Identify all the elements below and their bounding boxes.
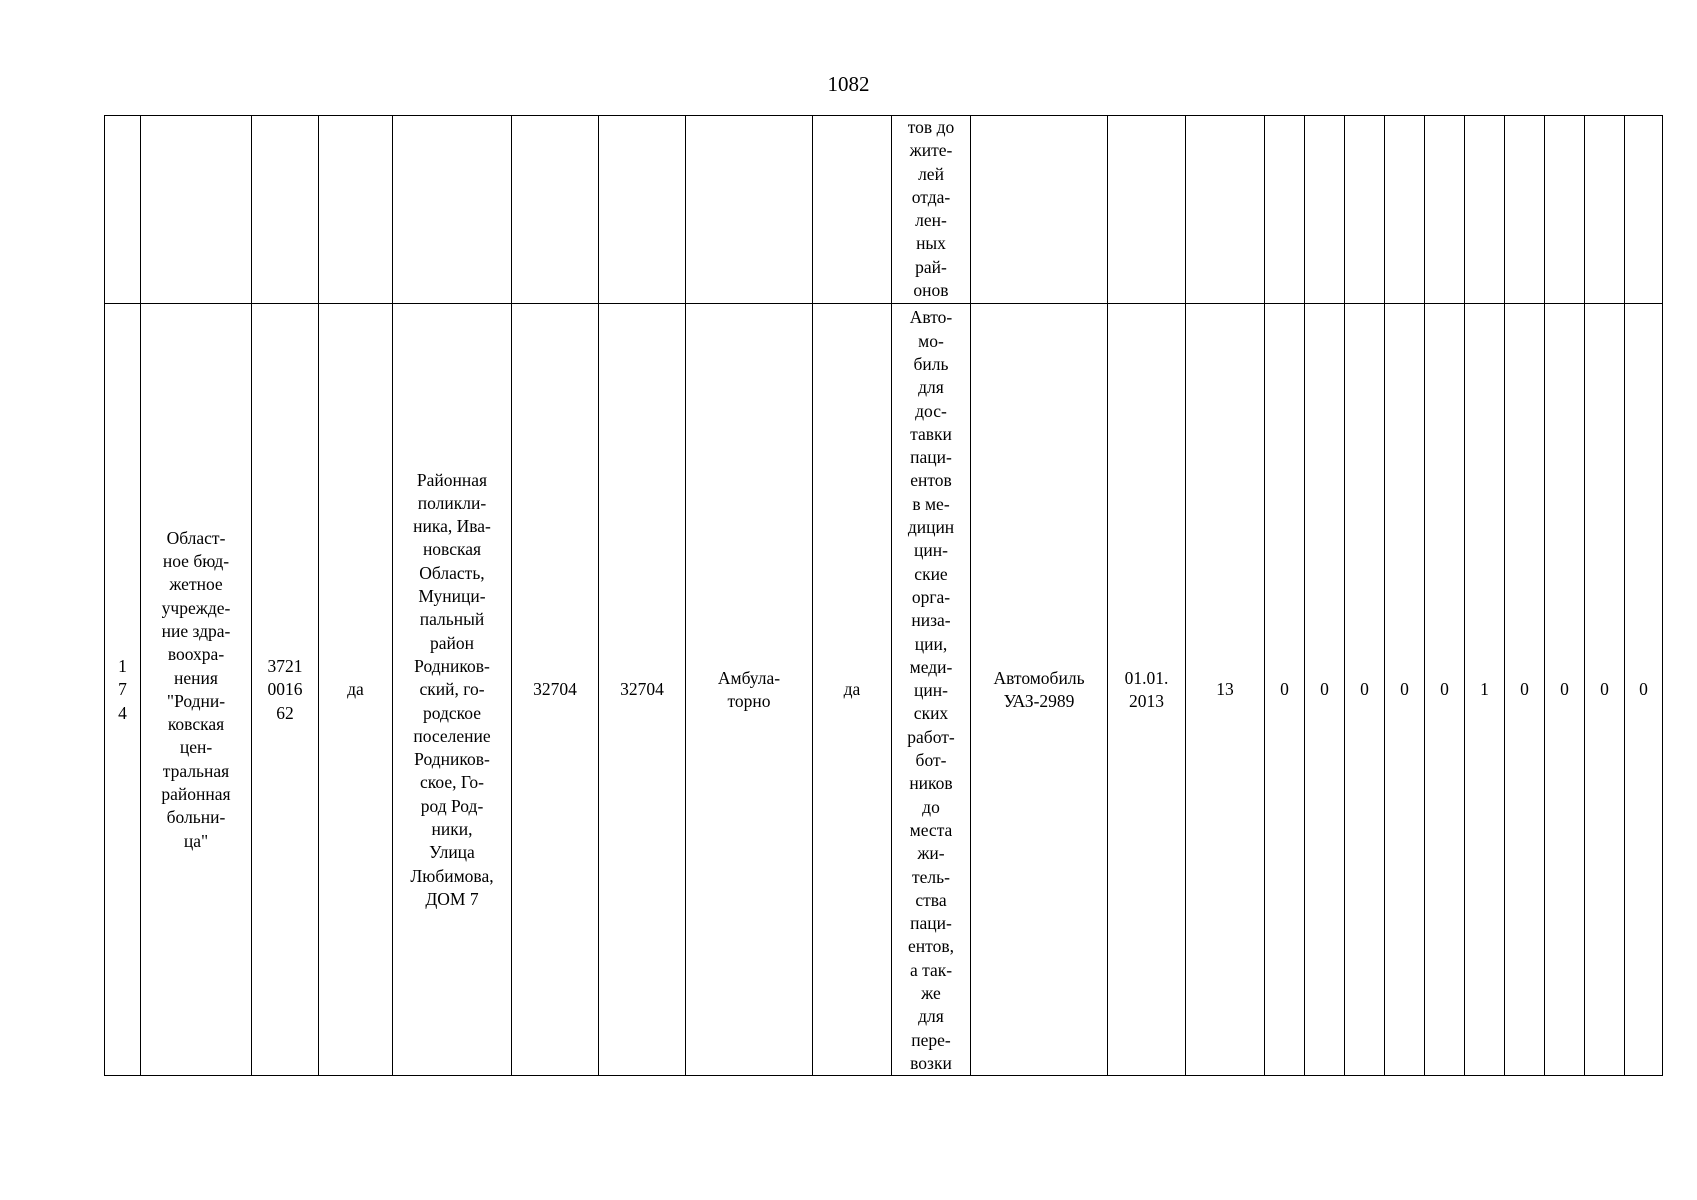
cell-purpose <box>892 304 971 1076</box>
cell-organization <box>141 304 252 1076</box>
value-2: 0 <box>1320 679 1329 700</box>
cell-empty <box>1465 116 1505 304</box>
value-8: 0 <box>1560 679 1569 700</box>
cell-empty <box>1545 116 1585 304</box>
care-type-value: Амбула- торно <box>717 667 781 711</box>
value-6: 1 <box>1480 679 1489 700</box>
purpose-continued-text: тов до жите- лей отда- лен- ных рай- онов <box>907 117 955 301</box>
cell-empty <box>971 116 1108 304</box>
address-value: Районная поликли- ника, Ива- новская Область, Муници- пальный район Родников- ский, го- родское поселение Родников- ское, Го- род Род- ники, Улица Любимова, ДОМ 7 <box>410 469 494 909</box>
value-3: 0 <box>1360 679 1369 700</box>
cell-v8 <box>1545 304 1585 1076</box>
cell-empty <box>141 116 252 304</box>
cell-v2 <box>1305 304 1345 1076</box>
cell-address <box>393 304 512 1076</box>
code-2-value: 32704 <box>620 679 664 700</box>
cell-count <box>1186 304 1265 1076</box>
cell-v10 <box>1625 304 1663 1076</box>
count-value: 13 <box>1216 679 1234 700</box>
cell-v9 <box>1585 304 1625 1076</box>
value-4: 0 <box>1400 679 1409 700</box>
value-1: 0 <box>1280 679 1289 700</box>
value-5: 0 <box>1440 679 1449 700</box>
cell-empty <box>252 116 319 304</box>
cell-empty <box>1505 116 1545 304</box>
code-1-value: 32704 <box>533 679 577 700</box>
value-10: 0 <box>1639 679 1648 700</box>
cell-empty <box>105 116 141 304</box>
cell-empty <box>1625 116 1663 304</box>
cell-empty <box>1345 116 1385 304</box>
cell-flag-2 <box>813 304 892 1076</box>
cell-v5 <box>1425 304 1465 1076</box>
table-row-174 <box>105 304 1663 1076</box>
cell-empty <box>1425 116 1465 304</box>
organization-name: Област- ное бюд- жетное учрежде- ние здра- воохра- нения "Родни- ковская цен- тральная районная больни- ца" <box>161 527 231 851</box>
cell-empty <box>599 116 686 304</box>
cell-empty <box>813 116 892 304</box>
row-index: 1 7 4 <box>118 655 127 723</box>
cell-date <box>1108 304 1186 1076</box>
value-7: 0 <box>1520 679 1529 700</box>
cell-empty <box>1265 116 1305 304</box>
cell-empty <box>1585 116 1625 304</box>
cell-care-type <box>686 304 813 1076</box>
vehicle-value: Автомобиль УАЗ-2989 <box>993 667 1085 711</box>
value-9: 0 <box>1600 679 1609 700</box>
cell-v3 <box>1345 304 1385 1076</box>
cell-code-1 <box>512 304 599 1076</box>
cell-flag-1 <box>319 304 393 1076</box>
cell-v4 <box>1385 304 1425 1076</box>
flag-2-value: да <box>843 679 861 700</box>
cell-empty <box>1385 116 1425 304</box>
cell-empty <box>1186 116 1265 304</box>
cell-v6 <box>1465 304 1505 1076</box>
cell-v1 <box>1265 304 1305 1076</box>
cell-index <box>105 304 141 1076</box>
inn-value: 3721 0016 62 <box>267 655 303 723</box>
cell-empty <box>686 116 813 304</box>
cell-v7 <box>1505 304 1545 1076</box>
cell-empty <box>319 116 393 304</box>
flag-1-value: да <box>347 679 364 700</box>
cell-empty <box>1108 116 1186 304</box>
cell-code-2 <box>599 304 686 1076</box>
purpose-value: Авто- мо- биль для дос- тавки паци- ентов в ме- дицин цин- ские орга- низа- ции, меди- цин- ских работ- бот- ников до места жи- тель- ства паци- ентов, а так- же для пере- возки <box>907 307 955 1073</box>
cell-inn <box>252 304 319 1076</box>
registry-table <box>104 115 1663 1076</box>
cell-empty <box>393 116 512 304</box>
cell-vehicle <box>971 304 1108 1076</box>
date-value: 01.01. 2013 <box>1124 667 1169 711</box>
cell-purpose-continued <box>892 116 971 304</box>
table-row-continuation <box>105 116 1663 304</box>
page-number: 1082 <box>827 72 870 96</box>
cell-empty <box>512 116 599 304</box>
cell-empty <box>1305 116 1345 304</box>
